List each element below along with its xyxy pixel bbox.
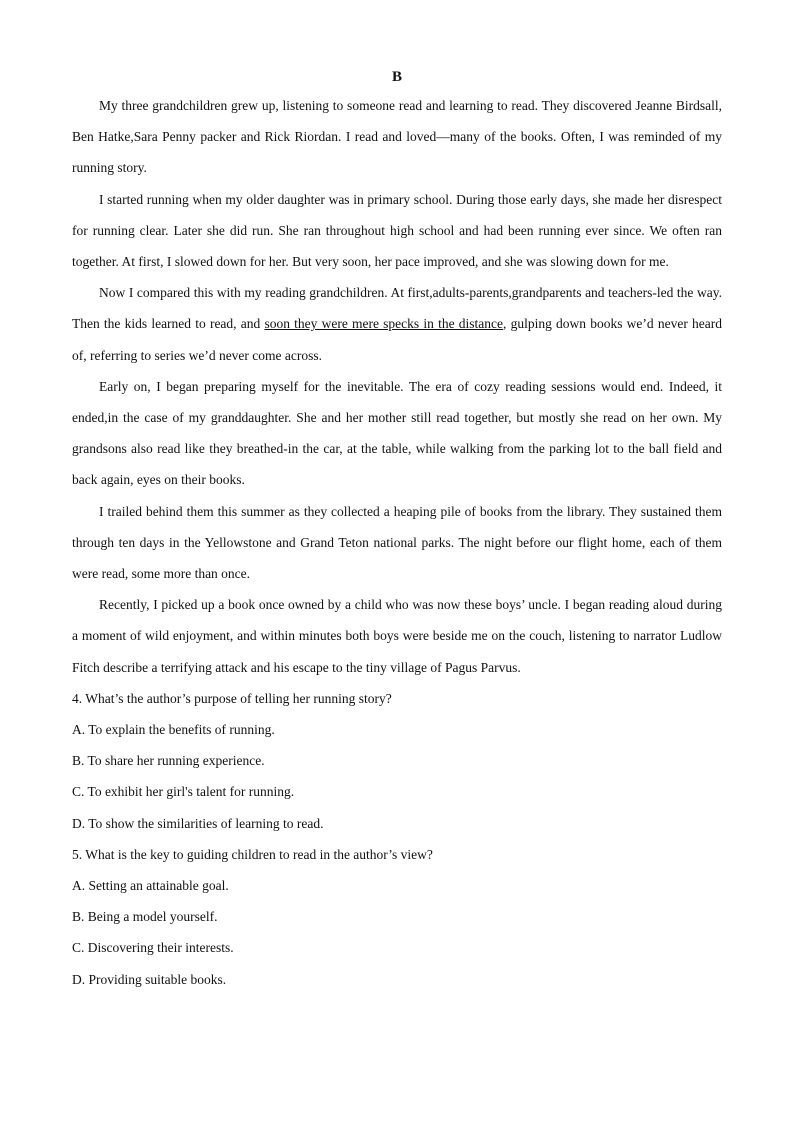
question-4-option-b: B. To share her running experience. [72, 753, 265, 769]
question-4-option-a: A. To explain the benefits of running. [72, 722, 275, 738]
question-4 [72, 683, 722, 839]
section-title: B [391, 69, 402, 85]
document-page [72, 64, 722, 995]
question-5 [72, 839, 722, 995]
paragraph-3-text-after: , gulping down books we’d never heard of, referring to series we’d never come across. [72, 316, 723, 363]
question-5-option-a: A. Setting an attainable goal. [72, 878, 229, 894]
question-5-option-b: B. Being a model yourself. [72, 909, 218, 925]
question-5-option-d: D. Providing suitable books. [72, 971, 227, 987]
question-5-option-c: C. Discovering their interests. [72, 940, 234, 956]
paragraph-3-text-before: Now I compared this with my reading grandchildren. At first,adults-parents,grandparents and teachers-led the way. Then the kids learned to read, and [72, 285, 722, 332]
question-4-stem: 4. What’s the author’s purpose of telling her running story? [72, 690, 392, 706]
passage-paragraph-3 [72, 277, 722, 371]
passage-paragraph-5: I trailed behind them this summer as they collected a heaping pile of books from the library. They sustained them through ten days in the Yellowstone and Grand Teton national parks. The night before our flight home, each of them were read, some more than once. [72, 503, 722, 582]
question-4-option-d: D. To show the similarities of learning to read. [72, 815, 324, 831]
passage-paragraph-4: Early on, I began preparing myself for the inevitable. The era of cozy reading sessions would end. Indeed, it ended,in the case of my granddaughter. She and her mother still read together, but mostly she read on her own. My grandsons also read like they breathed-in the car, at the table, while walking from the parking lot to the ball field and back again, eyes on their books. [72, 378, 722, 488]
passage-paragraph-1: My three grandchildren grew up, listening to someone read and learning to read. They discovered Jeanne Birdsall, Ben Hatke,Sara Penny packer and Rick Riordan. I read and loved—many of the books. Often, I was reminded of my running story. [72, 98, 722, 176]
question-4-option-c: C. To exhibit her girl's talent for running. [72, 784, 295, 800]
underlined-phrase: soon they were mere specks in the distance [264, 316, 503, 332]
passage-paragraph-6: Recently, I picked up a book once owned by a child who was now these boys’ uncle. I began reading aloud during a moment of wild enjoyment, and within minutes both boys were beside me on the couch, listening to narrator Ludlow Fitch describe a terrifying attack and his escape to the tiny village of Pagus Parvus. [72, 597, 722, 675]
passage-paragraph-2: I started running when my older daughter was in primary school. During those early days, she made her disrespect for running clear. Later she did run. She ran throughout high school and had been running ever since. We often ran together. At first, I slowed down for her. But very soon, her pace improved, and she was slowing down for me. [72, 191, 722, 270]
question-5-stem: 5. What is the key to guiding children to read in the author’s view? [72, 846, 433, 862]
